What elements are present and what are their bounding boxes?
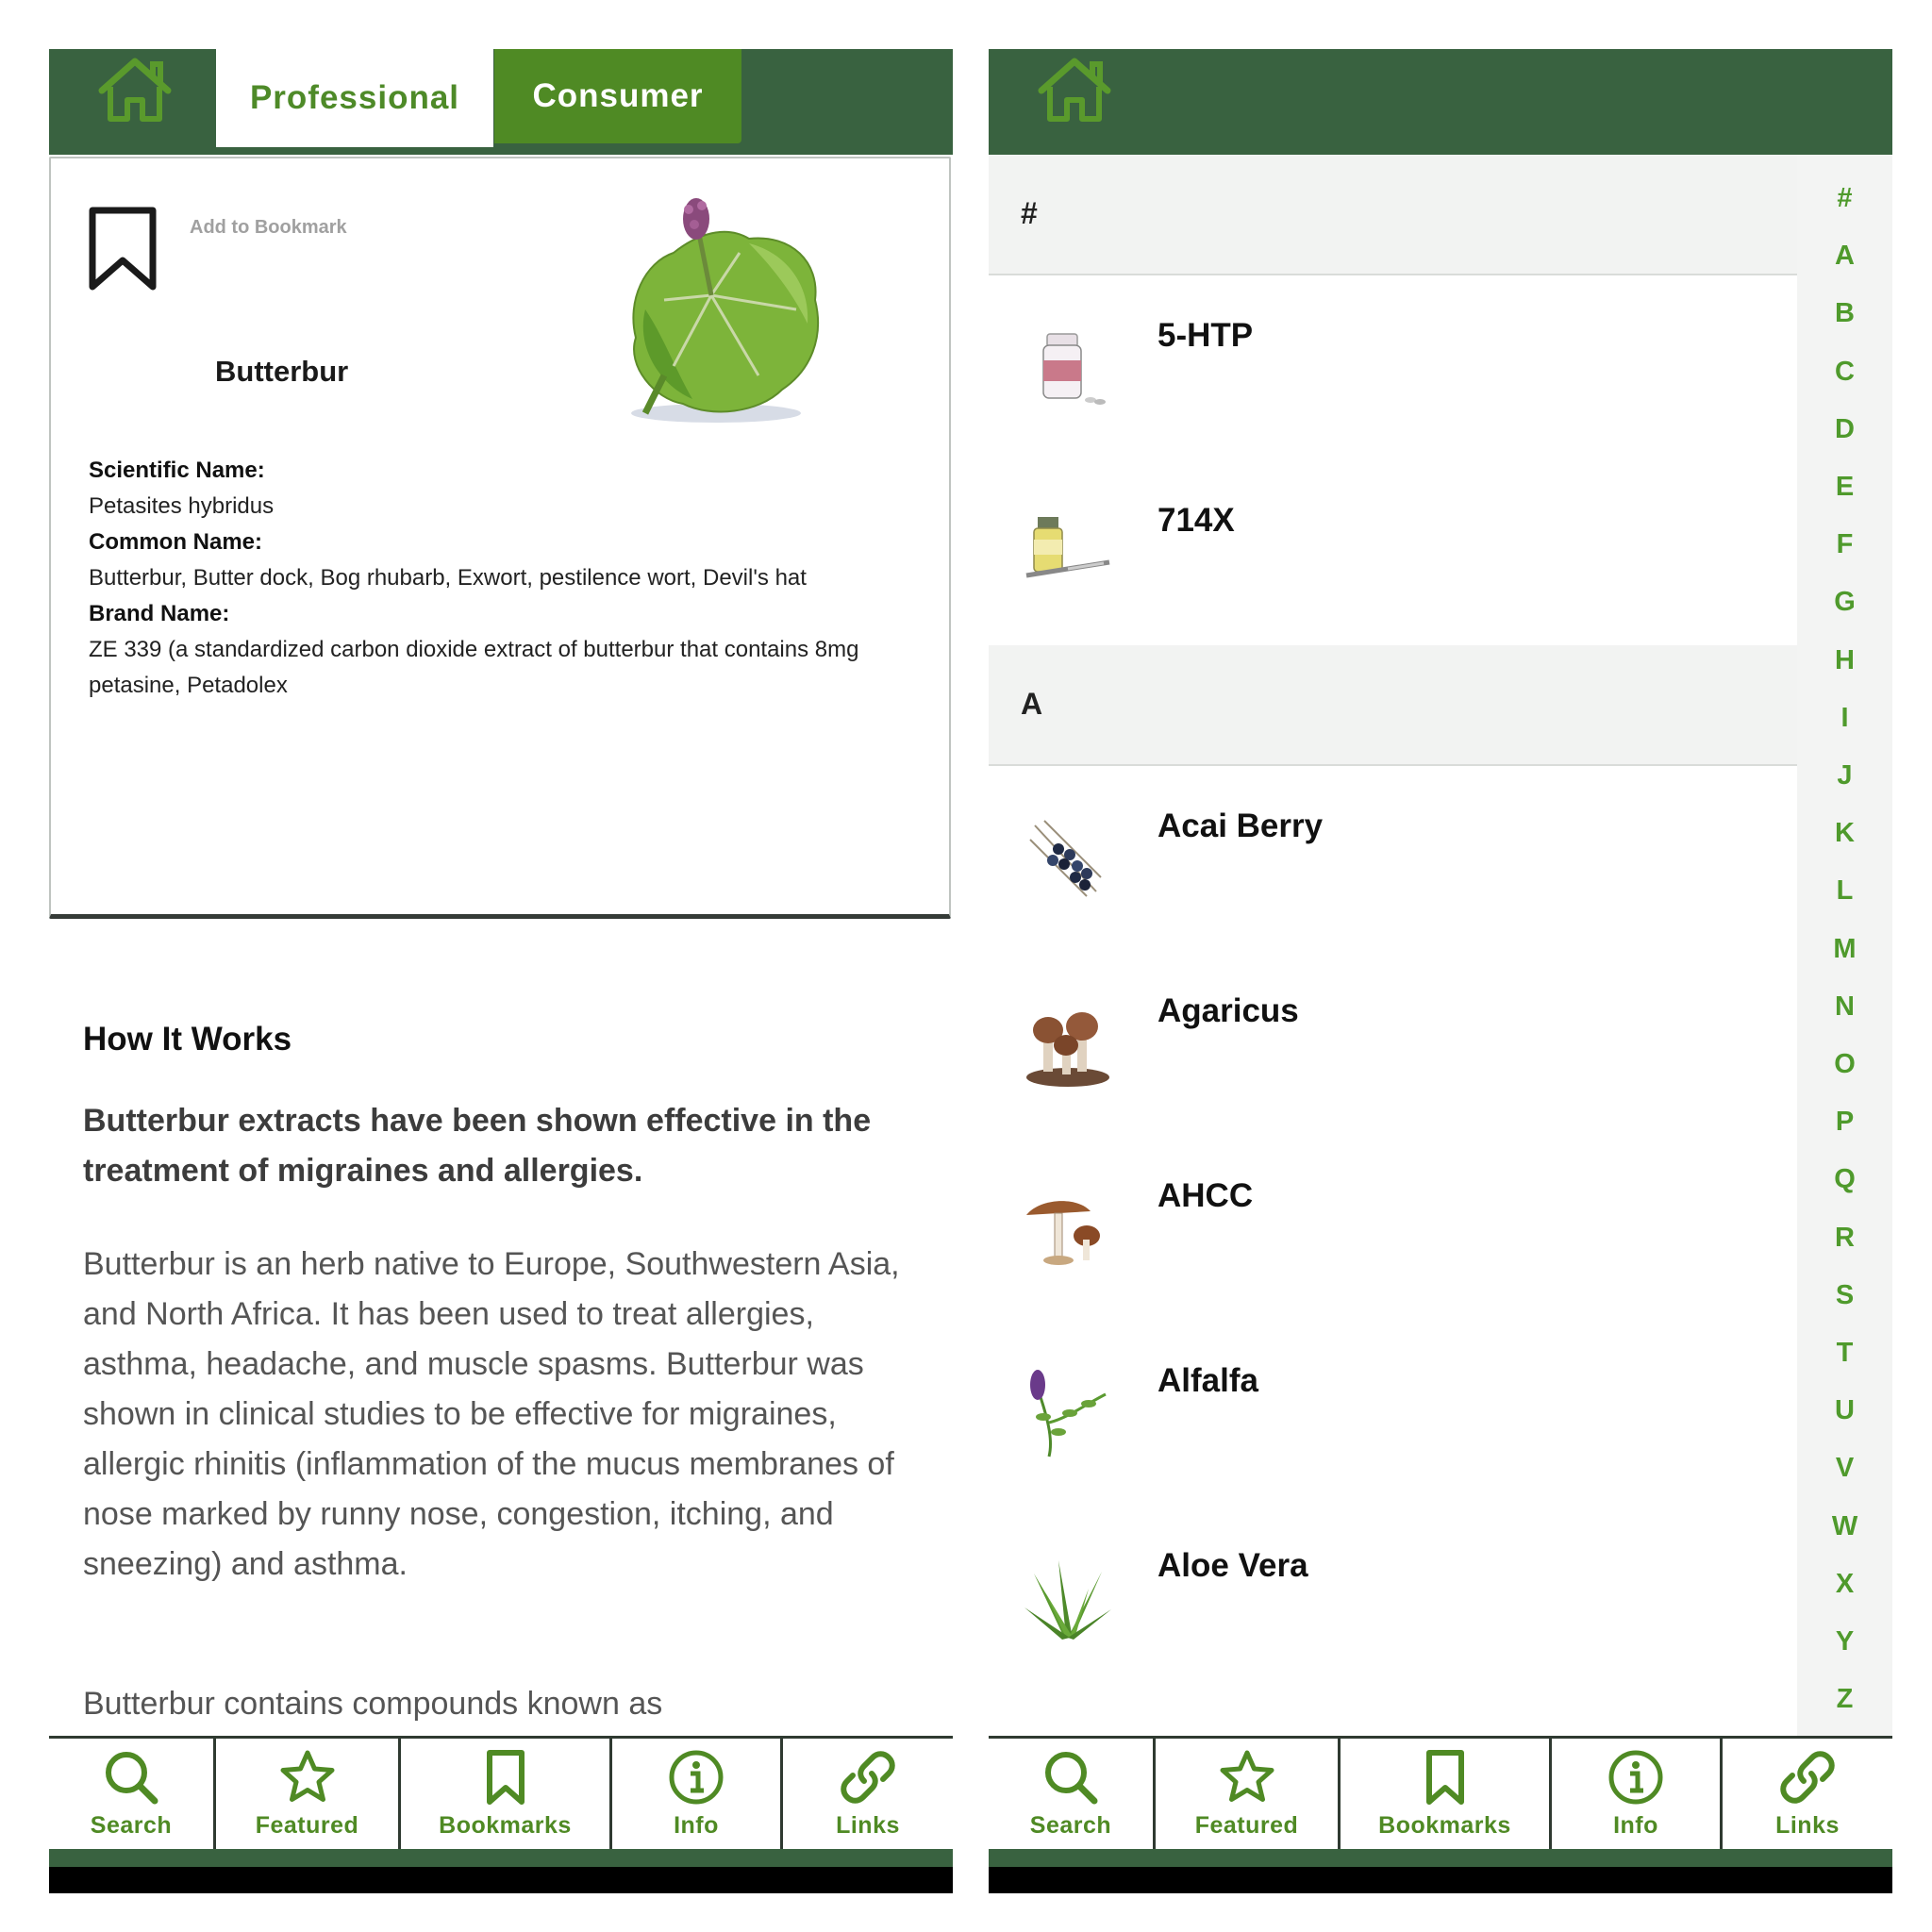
home-button[interactable] [1034,53,1115,126]
how-it-works-paragraph: Butterbur is an herb native to Europe, Southwestern Asia, and North Africa. It has been used to treat allergies, asthma, headache, and muscle spasms. Butterbur was shown in clinical studies to be effective for migraines, allergic rhinitis (inflammation of the mucus membranes of nose marked by runny nose, congestion, itching, and sneezing) and asthma. [83,1246,900,1582]
list-item-label: AHCC [1158,1177,1254,1214]
bottom-nav [989,1736,1892,1893]
nav-info-label: Info [674,1812,719,1839]
bottom-green-strip [49,1849,953,1867]
nav-info-label: Info [1613,1812,1658,1839]
section-header-label: A [1021,687,1043,721]
nav-search[interactable] [989,1739,1156,1849]
list-item-alfalfa[interactable] [989,1321,1797,1506]
list-item-aloe-vera[interactable] [989,1506,1797,1690]
aloe-plant-thumbnail [1021,1551,1115,1645]
list-item-agaricus[interactable] [989,951,1797,1136]
bottom-nav-row [49,1736,953,1849]
alphabet-index-letter[interactable]: P [1835,1107,1855,1138]
star-icon [278,1748,337,1807]
list-item-ahcc[interactable] [989,1136,1797,1321]
tab-professional[interactable]: Professional [216,49,493,147]
alphabet-index-letter[interactable]: U [1835,1395,1855,1426]
nav-search-label: Search [90,1812,173,1839]
alphabet-index-letter[interactable]: Y [1835,1626,1855,1657]
alphabet-index-letter[interactable]: M [1833,933,1857,964]
scientific-name-value: Petasites hybridus [89,493,275,519]
alphabet-index[interactable] [1797,155,1892,1736]
alphabet-index-letter[interactable]: Z [1836,1684,1854,1715]
link-icon [839,1748,897,1807]
brand-name-label: Brand Name: [89,601,230,626]
nav-search-label: Search [1029,1812,1112,1839]
info-icon [667,1748,725,1807]
bottom-black-strip [49,1867,953,1893]
nav-bookmarks-label: Bookmarks [439,1812,572,1839]
vial-syringe-thumbnail [1021,506,1115,600]
list-item-label: 5-HTP [1158,317,1254,354]
section-header-label: # [1021,196,1038,230]
acai-berry-thumbnail [1021,811,1115,906]
shiitake-thumbnail [1021,1181,1115,1275]
how-it-works-title: How It Works [83,1021,292,1058]
alfalfa-thumbnail [1021,1366,1115,1460]
bottom-green-strip [989,1849,1892,1867]
bookmark-icon [1416,1748,1474,1807]
list-item-label: 714X [1158,502,1235,539]
mushroom-cluster-thumbnail [1021,996,1115,1091]
herb-list-screen [989,49,1892,1893]
link-icon [1778,1748,1837,1807]
bottom-nav-row [989,1736,1892,1849]
scientific-name-label: Scientific Name: [89,458,265,483]
herb-summary-card [49,157,951,919]
nav-bookmarks[interactable] [401,1739,612,1849]
alphabet-index-letter[interactable]: K [1835,818,1855,849]
bookmark-icon [476,1748,535,1807]
herb-detail-screen [49,49,953,1893]
alphabet-index-letter[interactable]: E [1835,472,1855,502]
list-item-partial[interactable] [989,1690,1797,1736]
alphabet-index-letter[interactable]: W [1831,1510,1858,1541]
bottom-nav [49,1736,953,1893]
top-bar [49,49,953,155]
alphabet-index-letter[interactable]: X [1835,1568,1855,1599]
search-icon [102,1748,160,1807]
nav-featured[interactable] [1156,1739,1341,1849]
list-item-714x[interactable] [989,460,1797,645]
home-icon [1034,53,1115,126]
home-icon [94,53,175,126]
nav-info[interactable] [1552,1739,1723,1849]
list-item-acai-berry[interactable] [989,766,1797,951]
top-bar [989,49,1892,155]
bottom-black-strip [989,1867,1892,1893]
alphabet-index-letter[interactable]: G [1834,587,1856,618]
nav-featured-label: Featured [255,1812,359,1839]
how-it-works-paragraph-continued: Butterbur contains compounds known as [83,1686,663,1722]
brand-name-value: ZE 339 (a standardized carbon dioxide extract of butterbur that contains 8mg petasine, Petadolex [89,637,859,698]
butterbur-illustration [608,196,834,432]
home-button[interactable] [94,53,175,126]
alphabet-index-letter[interactable]: O [1834,1049,1856,1079]
add-bookmark-button[interactable] [87,206,158,292]
nav-links-label: Links [1775,1812,1840,1839]
search-icon [1041,1748,1100,1807]
how-it-works-lead: Butterbur extracts have been shown effective in the treatment of migraines and allergies. [83,1103,872,1189]
herb-name: Butterbur [215,355,349,388]
list-item-label: Aloe Vera [1158,1547,1308,1584]
nav-bookmarks-label: Bookmarks [1378,1812,1511,1839]
tab-consumer[interactable]: Consumer [494,49,741,143]
common-name-value: Butterbur, Butter dock, Bog rhubarb, Exwort, pestilence wort, Devil's hat [89,565,807,591]
alphabet-index-letter[interactable]: A [1835,241,1855,272]
alphabet-index-letter[interactable]: I [1840,702,1849,733]
section-header-a [989,645,1797,766]
pill-bottle-thumbnail [1021,321,1115,415]
alphabet-index-letter[interactable]: V [1835,1453,1855,1484]
nav-featured-label: Featured [1194,1812,1299,1839]
alphabet-index-letter[interactable]: L [1836,875,1854,907]
list-item-label: Agaricus [1158,992,1299,1029]
herb-list[interactable] [989,155,1797,1736]
common-name-label: Common Name: [89,529,263,555]
alphabet-index-letter[interactable]: S [1835,1279,1855,1310]
add-bookmark-label[interactable]: Add to Bookmark [190,217,347,238]
alphabet-index-letter[interactable]: J [1837,760,1853,791]
alphabet-index-letter[interactable]: # [1837,183,1853,213]
nav-featured[interactable] [216,1739,401,1849]
nav-links[interactable] [783,1739,953,1849]
nav-info[interactable] [612,1739,783,1849]
alphabet-index-letter[interactable]: F [1836,529,1854,560]
alphabet-index-letter[interactable]: T [1836,1338,1854,1368]
list-item-label: Acai Berry [1158,808,1324,844]
nav-links[interactable] [1723,1739,1892,1849]
star-icon [1218,1748,1276,1807]
alphabet-index-letter[interactable]: D [1835,413,1855,444]
info-icon [1607,1748,1665,1807]
alphabet-index-letter[interactable]: N [1835,991,1855,1022]
nav-search[interactable] [49,1739,216,1849]
alphabet-index-letter[interactable]: H [1835,644,1855,675]
alphabet-index-letter[interactable]: B [1835,298,1855,329]
section-header-hash [989,155,1797,275]
bookmark-outline-icon [87,206,158,292]
nav-bookmarks[interactable] [1341,1739,1552,1849]
list-item-5-htp[interactable] [989,275,1797,460]
alphabet-index-letter[interactable]: R [1835,1222,1855,1253]
list-item-label: Alfalfa [1158,1362,1258,1399]
herb-facts [89,453,919,704]
nav-links-label: Links [836,1812,900,1839]
alphabet-index-letter[interactable]: C [1835,356,1855,387]
alphabet-index-letter[interactable]: Q [1834,1164,1856,1195]
